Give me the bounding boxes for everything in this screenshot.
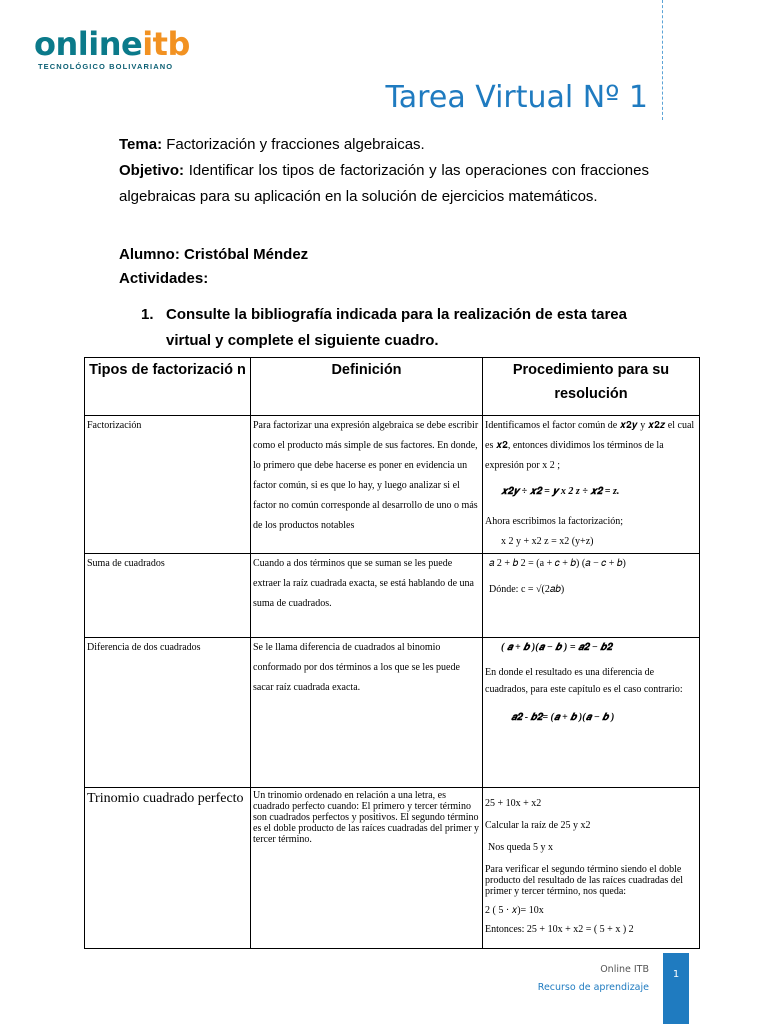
header-definicion: Definición (251, 358, 483, 416)
logo-word-online: online (34, 25, 143, 63)
logo-tagline: TECNOLÓGICO BOLIVARIANO (38, 62, 174, 71)
procedure-line: ( 𝒂 + 𝒃 )(𝒂 − 𝒃 ) = 𝒂𝟐 − 𝒃𝟐 (501, 642, 613, 653)
row-trinomio-tipo: Trinomio cuadrado perfecto (85, 788, 251, 949)
row-trinomio-definicion: Un trinomio ordenado en relación a una letra, es cuadrado perfecto cuando: El primero y tercer término son cuadrados perfectos y positivos. El segundo término es el doble producto de las raíces cuadradas del primer y tercer término. (251, 788, 483, 949)
procedure-line: Ahora escribimos la factorización; (485, 516, 623, 527)
procedure-line: Para verificar el segundo término siendo el doble producto del resultado de las raíces cuadradas del primer y tercer término, nos queda: (485, 864, 683, 897)
page-number: 1 (672, 969, 680, 980)
procedure-line: 25 + 10x + x2 (485, 798, 542, 809)
table-header-row (85, 358, 700, 416)
tema-line (119, 132, 649, 158)
logo-word-itb: itb (142, 25, 190, 63)
logo-wordmark (34, 24, 190, 64)
table-row (85, 788, 700, 949)
objetivo-label: Objetivo: (119, 162, 185, 179)
procedure-line: Nos queda 5 y x (488, 842, 553, 853)
instruction-item (141, 302, 651, 354)
header-tipos: Tipos de factorizació n (85, 358, 251, 416)
alumno-line: Alumno: Cristóbal Méndez (119, 246, 309, 263)
procedure-line: Dónde: c = √(2𝑎𝑏) (489, 584, 565, 595)
procedure-line: En donde el resultado es una diferencia de cuadrados, para este capítulo es el caso contrario: (485, 667, 683, 695)
tema-value: Factorización y fracciones algebraicas. (166, 136, 425, 153)
instruction-number: 1. (141, 306, 154, 323)
procedure-line: 2 ( 5 · 𝑥)= 10x (485, 905, 544, 916)
row-factorizacion-tipo: Factorización (85, 416, 251, 554)
row-suma-definicion: Cuando a dos términos que se suman se les puede extraer la raíz cuadrada exacta, se está hablando de una suma de cuadrados. (251, 554, 483, 638)
procedure-line: x 2 y + x2 z = x2 (y+z) (501, 536, 594, 547)
page-title: Tarea Virtual Nº 1 (385, 80, 648, 115)
procedure-line: Identificamos el factor común de 𝒙𝟐𝒚 y 𝒙𝟐𝒛 el cual es 𝒙𝟐, entonces dividimos los términos de la expresión por x 2 ; (485, 420, 695, 471)
row-suma-tipo: Suma de cuadrados (85, 554, 251, 638)
header-divider-line (662, 0, 663, 120)
procedure-line: Calcular la raíz de 25 y x2 (485, 820, 591, 831)
header-procedimiento: Procedimiento para su resolución (483, 358, 700, 416)
instruction-text: Consulte la bibliografía indicada para la realización de esta tarea virtual y complete el siguiente cuadro. (166, 306, 627, 349)
row-diferencia-procedimiento (483, 638, 700, 788)
factorization-table (84, 357, 700, 949)
row-factorizacion-definicion: Para factorizar una expresión algebraica se debe escribir como el producto más simple de sus factores. En donde, lo primero que debe hacerse es poner en evidencia un factor común, si es que lo hay, y luego analizar si el factor no común corresponde al desarrollo de uno o más de los productos notables (251, 416, 483, 554)
footer-resource: Recurso de aprendizaje (537, 982, 649, 993)
row-factorizacion-procedimiento (483, 416, 700, 554)
row-trinomio-procedimiento (483, 788, 700, 949)
procedure-line: 𝒙𝟐𝒚 ÷ 𝒙𝟐 = 𝒚 x 2 z ÷ 𝒙𝟐 = z. (501, 486, 620, 497)
actividades-heading: Actividades: (119, 270, 209, 287)
table-row (85, 416, 700, 554)
row-suma-procedimiento (483, 554, 700, 638)
table-row (85, 554, 700, 638)
procedure-line: 𝑎 2 + 𝑏 2 = (a + 𝑐 + 𝑏) (𝑎 − 𝑐 + 𝑏) (489, 558, 626, 569)
row-diferencia-tipo: Diferencia de dos cuadrados (85, 638, 251, 788)
table-row (85, 638, 700, 788)
objetivo-paragraph (119, 158, 649, 210)
online-itb-logo (34, 24, 194, 72)
procedure-line: Entonces: 25 + 10x + x2 = ( 5 + x ) 2 (485, 924, 634, 935)
page-number-box (663, 953, 689, 1024)
tema-label: Tema: (119, 136, 163, 153)
footer-brand: Online ITB (600, 964, 649, 975)
row-diferencia-definicion: Se le llama diferencia de cuadrados al binomio conformado por dos términos a los que se les puede sacar raíz cuadrada exacta. (251, 638, 483, 788)
procedure-line: 𝒂𝟐 - 𝒃𝟐= (𝒂 + 𝒃 )(𝒂 − 𝒃 ) (511, 712, 615, 723)
objetivo-value: Identificar los tipos de factorización y las operaciones con fracciones algebraicas para su aplicación en la solución de ejercicios matemáticos. (119, 162, 649, 205)
